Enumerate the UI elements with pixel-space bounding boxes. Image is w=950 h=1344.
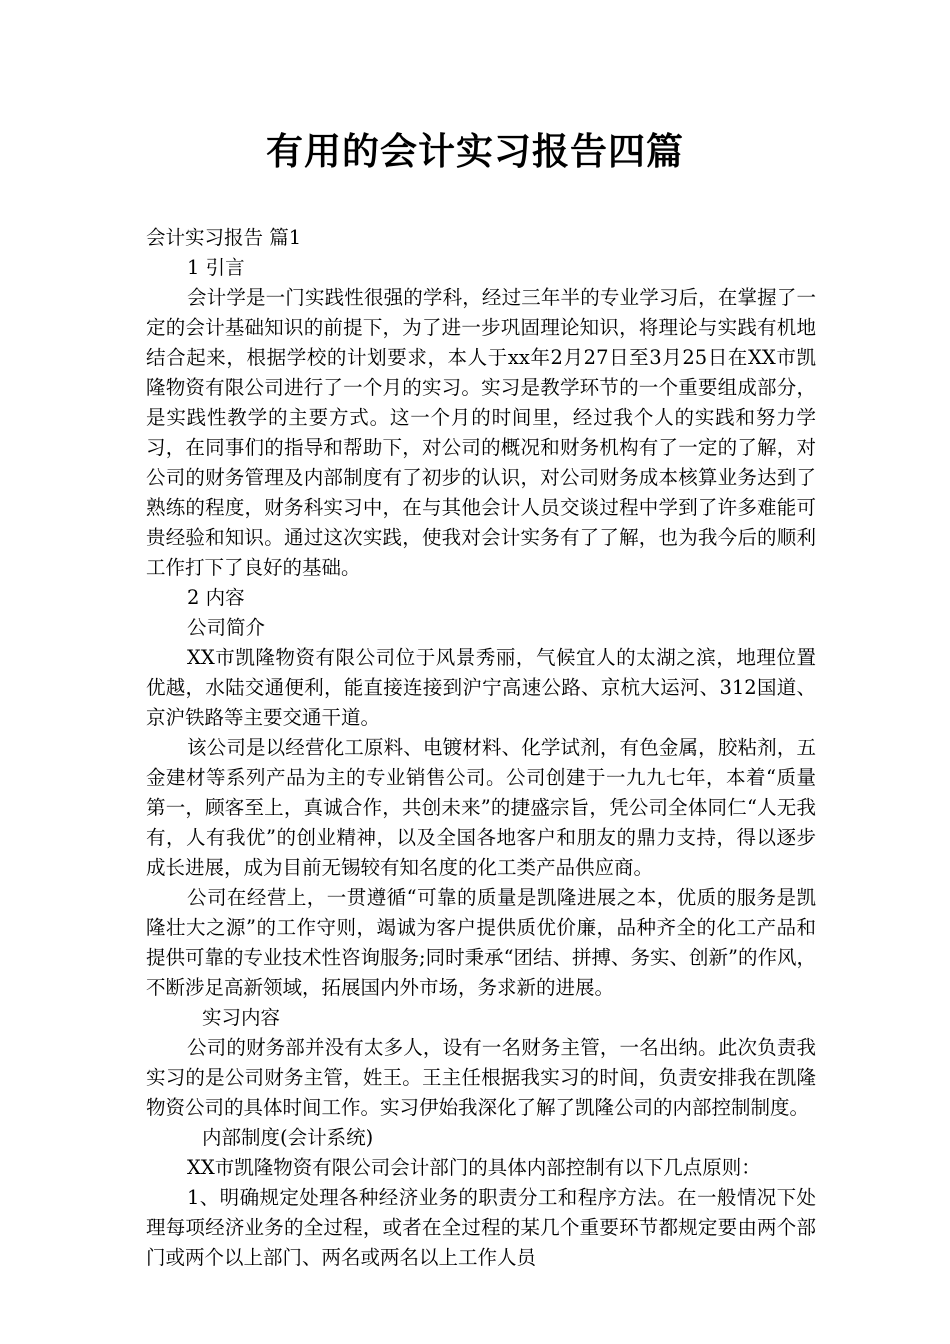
paragraph-internship: 公司的财务部并没有太多人，设有一名财务主管，一名出纳。此次负责我实习的是公司财务主管，姓王。王主任根据我实习的时间，负责安排我在凯隆物资公司的具体时间工作。实习伊始我深化了解了凯隆公司的内部控制制度。 bbox=[146, 1036, 816, 1119]
subheading-company-profile: 公司简介 bbox=[187, 616, 266, 639]
paragraph-company-location: XX市凯隆物资有限公司位于风景秀丽，气候宜人的太湖之滨，地理位置优越，水陆交通便利，能直接连接到沪宁高速公路、京杭大运河、312国道、京沪铁路等主要交通干道。 bbox=[146, 646, 816, 729]
subheading-internship-content: 实习内容 bbox=[202, 1006, 281, 1029]
subheading-content: 2 内容 bbox=[187, 586, 245, 609]
paragraph-principle-1: 1、明确规定处理各种经济业务的职责分工和程序方法。在一般情况下处理每项经济业务的全过程，或者在全过程的某几个重要环节都规定要由两个部门或两个以上部门、两名或两名以上工作人员 bbox=[146, 1186, 816, 1269]
document-body bbox=[146, 223, 816, 1273]
paragraph-control-principles: XX市凯隆物资有限公司会计部门的具体内部控制有以下几点原则： bbox=[187, 1156, 761, 1179]
document-title: 有用的会计实习报告四篇 bbox=[266, 130, 684, 173]
paragraph-company-business: 该公司是以经营化工原料、电镀材料、化学试剂，有色金属，胶粘剂，五金建材等系列产品为主的专业销售公司。公司创建于一九九七年，本着“质量第一，顾客至上，真诚合作，共创未来”的捷盛宗旨，凭公司全体同仁“人无我有，人有我优”的创业精神，以及全国各地客户和朋友的鼎力支持，得以逐步成长进展，成为目前无锡较有知名度的化工类产品供应商。 bbox=[146, 736, 816, 879]
section-heading: 会计实习报告 篇1 bbox=[146, 226, 302, 249]
subheading-internal-system: 内部制度(会计系统) bbox=[202, 1126, 374, 1149]
subheading-introduction: 1 引言 bbox=[187, 256, 245, 279]
paragraph-introduction: 会计学是一门实践性很强的学科，经过三年半的专业学习后，在掌握了一定的会计基础知识的前提下，为了进一步巩固理论知识，将理论与实践有机地结合起来，根据学校的计划要求，本人于xx年2月27日至3月25日在XX市凯隆物资有限公司进行了一个月的实习。实习是教学环节的一个重要组成部分，是实践性教学的主要方式。这一个月的时间里，经过我个人的实践和努力学习，在同事们的指导和帮助下，对公司的概况和财务机构有了一定的了解，对公司的财务管理及内部制度有了初步的认识，对公司财务成本核算业务达到了熟练的程度，财务科实习中，在与其他会计人员交谈过程中学到了许多难能可贵经验和知识。通过这次实践，使我对会计实务有了了解，也为我今后的顺利工作打下了良好的基础。 bbox=[146, 286, 816, 579]
paragraph-company-principles: 公司在经营上，一贯遵循“可靠的质量是凯隆进展之本，优质的服务是凯隆壮大之源”的工作守则，竭诚为客户提供质优价廉，品种齐全的化工产品和提供可靠的专业技术性咨询服务;同时秉承“团结、拼搏、务实、创新”的作风，不断涉足高新领域，拓展国内外市场，务求新的进展。 bbox=[146, 886, 817, 999]
